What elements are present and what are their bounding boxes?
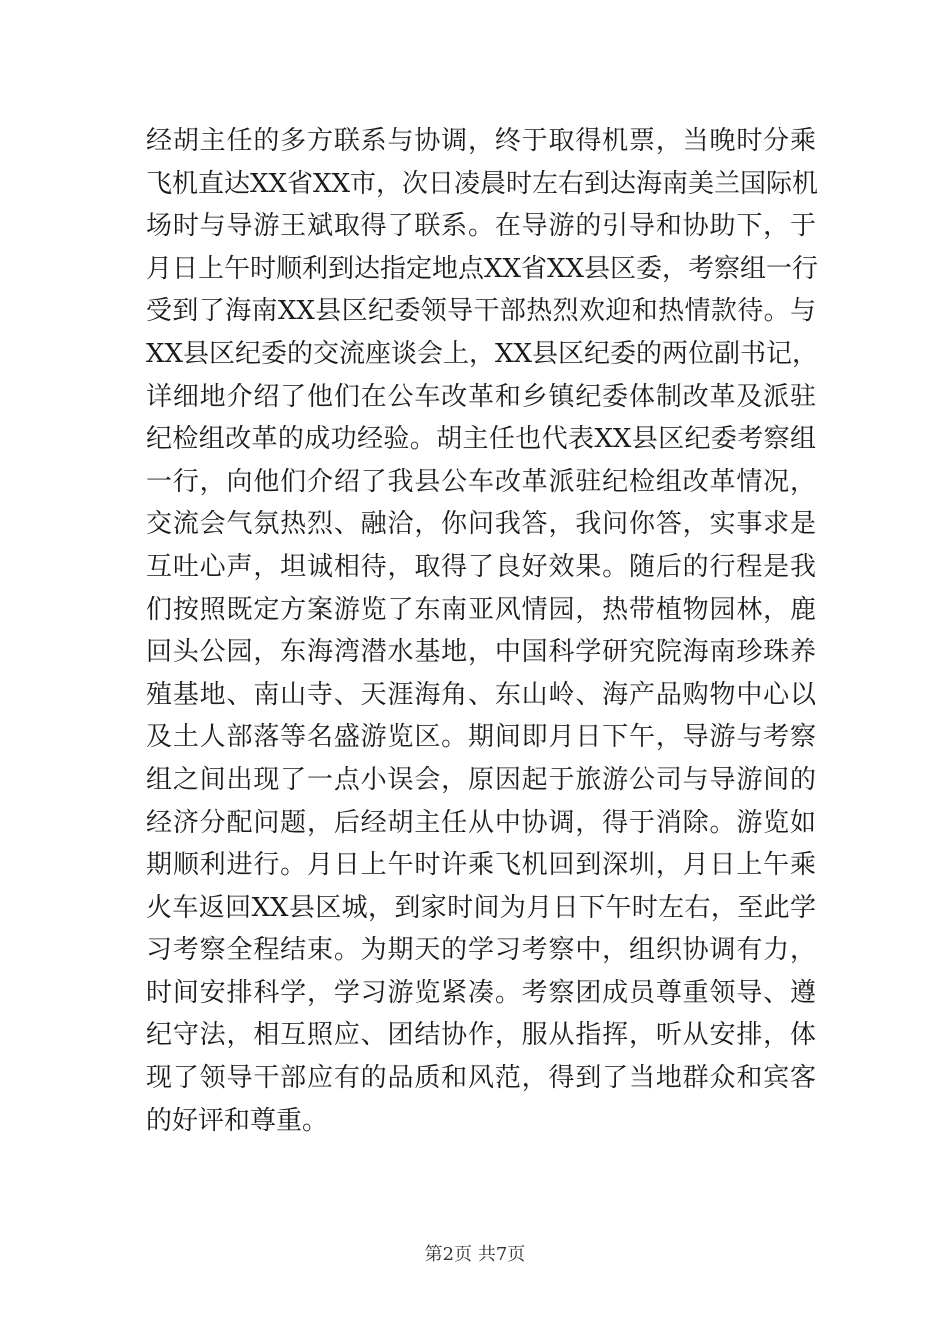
text-line: 殖基地、南山寺、天涯海角、东山岭、海产品购物中心以 xyxy=(146,679,816,710)
text-line: 纪守法，相互照应、团结协作，服从指挥，听从安排，体 xyxy=(146,1020,816,1051)
text-line: 月日上午时顺利到达指定地点XX省XX县区委，考察组一行 xyxy=(146,253,819,284)
text-line: 经胡主任的多方联系与协调，终于取得机票，当晚时分乘 xyxy=(146,126,816,156)
text-line: 场时与导游王斌取得了联系。在导游的引导和协助下，于 xyxy=(146,211,816,242)
text-line: 现了领导干部应有的品质和风范，得到了当地群众和宾客 xyxy=(146,1063,816,1094)
text-line: 们按照既定方案游览了东南亚风情园，热带植物园林，鹿 xyxy=(146,594,816,625)
body-paragraph xyxy=(146,120,819,1142)
text-line: 的好评和尊重。 xyxy=(146,1105,329,1136)
text-line: XX县区纪委的交流座谈会上，XX县区纪委的两位副书记， xyxy=(146,338,819,369)
text-line: 受到了海南XX县区纪委领导干部热烈欢迎和热情款待。与 xyxy=(146,296,816,327)
text-line: 详细地介绍了他们在公车改革和乡镇纪委体制改革及派驻 xyxy=(146,381,816,412)
text-line: 火车返回XX县区城，到家时间为月日下午时左右，至此学 xyxy=(146,892,816,923)
text-line: 纪检组改革的成功经验。胡主任也代表XX县区纪委考察组 xyxy=(146,424,816,455)
text-line: 时间安排科学，学习游览紧凑。考察团成员尊重领导、遵 xyxy=(146,977,816,1008)
page-number-footer: 第2页 共7页 xyxy=(424,1244,526,1265)
text-line: 期顺利进行。月日上午时许乘飞机回到深圳，月日上午乘 xyxy=(146,850,816,881)
text-line: 飞机直达XX省XX市，次日凌晨时左右到达海南美兰国际机 xyxy=(146,168,819,199)
text-line: 及土人部落等名盛游览区。期间即月日下午，导游与考察 xyxy=(146,722,816,753)
text-line: 交流会气氛热烈、融洽，你问我答，我问你答，实事求是 xyxy=(146,509,816,540)
text-line: 回头公园，东海湾潜水基地，中国科学研究院海南珍珠养 xyxy=(146,637,816,668)
text-line: 一行，向他们介绍了我县公车改革派驻纪检组改革情况， xyxy=(146,466,816,497)
text-line: 习考察全程结束。为期天的学习考察中，组织协调有力， xyxy=(146,935,816,966)
text-line: 组之间出现了一点小误会，原因起于旅游公司与导游间的 xyxy=(146,764,816,795)
text-line: 经济分配问题，后经胡主任从中协调，得于消除。游览如 xyxy=(146,807,816,838)
text-line: 互吐心声，坦诚相待，取得了良好效果。随后的行程是我 xyxy=(146,551,816,582)
